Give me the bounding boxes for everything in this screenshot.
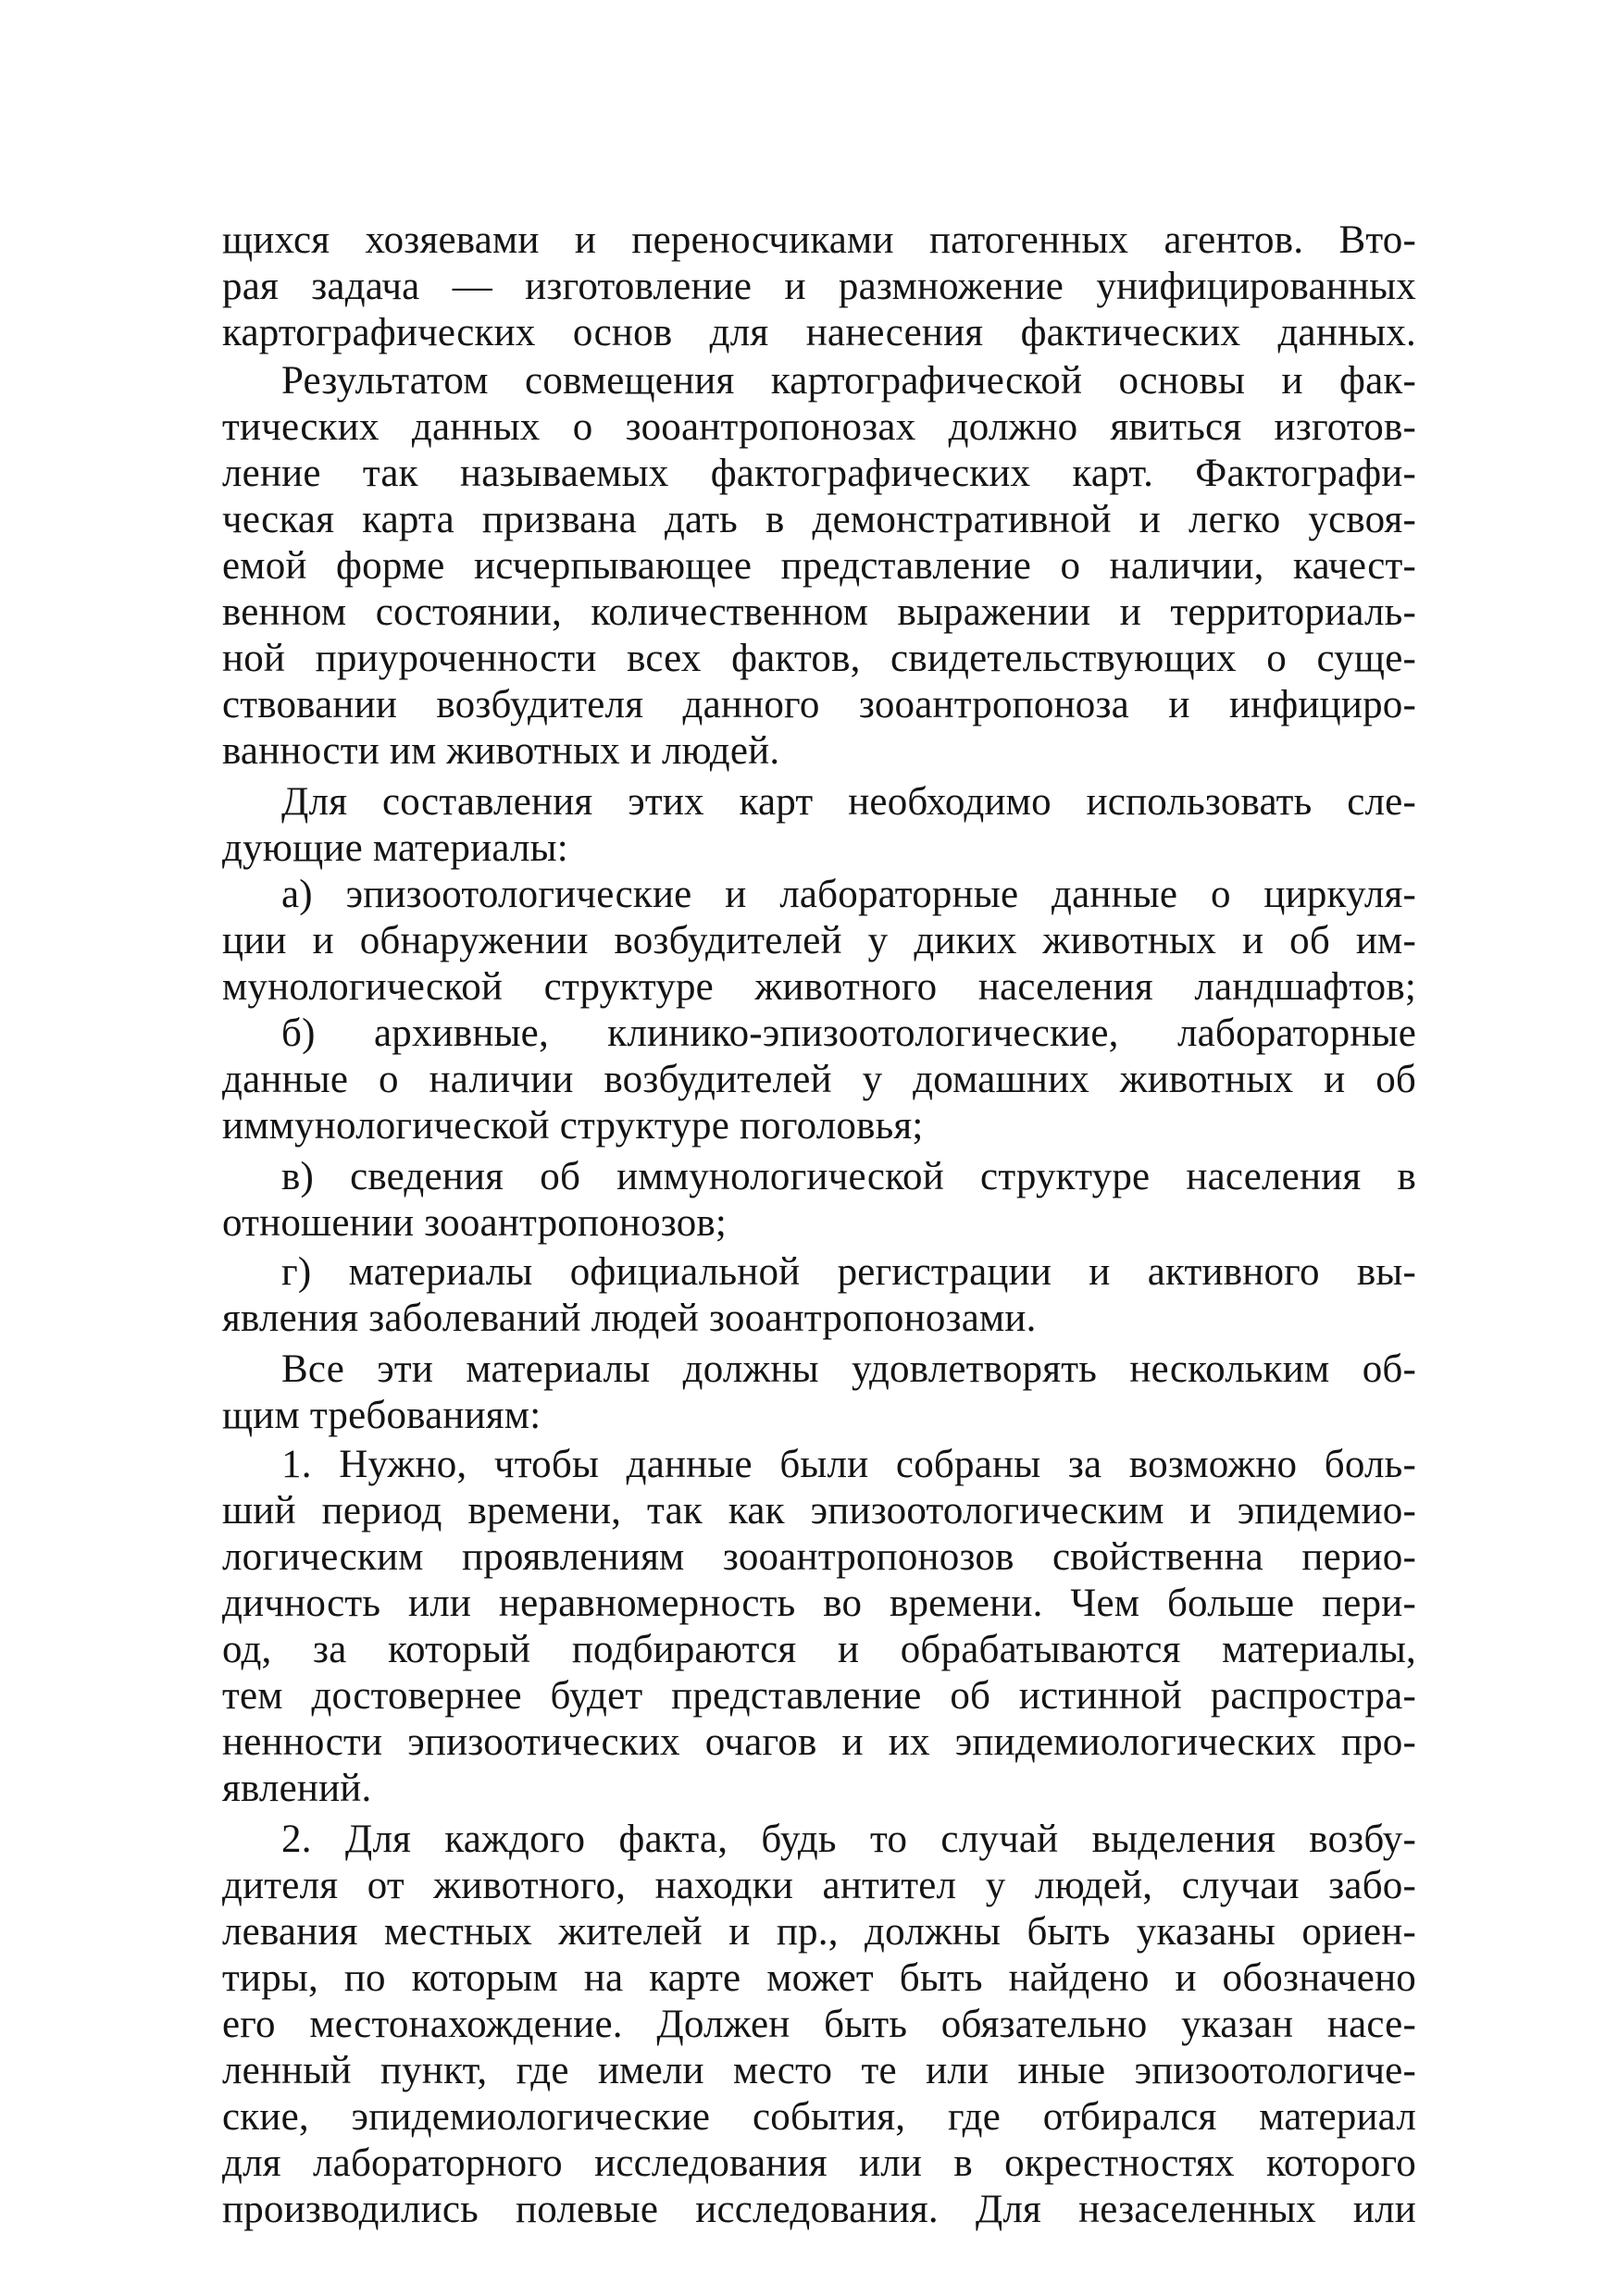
text-line: ские, эпидемиологические события, где отбирался материал (222, 2095, 1416, 2139)
text-line: ванности им животных и людей. (222, 729, 780, 773)
text-line: явления заболеваний людей зооантропонозами. (222, 1297, 1037, 1340)
text-line: ствовании возбудителя данного зооантропоноза и инфициро- (222, 683, 1416, 726)
text-line: левания местных жителей и пр., должны быть указаны ориен- (222, 1910, 1416, 1954)
list-item-g: г) материалы официальной регистрации и активного вы- (281, 1250, 1416, 1294)
text-line: тиры, по которым на карте может быть найдено и обозначено (222, 1956, 1416, 2000)
text-line: ший период времени, так как эпизоотологическим и эпидемио- (222, 1489, 1416, 1533)
text-line: явлений. (222, 1767, 372, 1810)
text-line: мунологической структуре животного населения ландшафтов; (222, 965, 1416, 1009)
text-line: ненности эпизоотических очагов и их эпидемиологических про- (222, 1720, 1416, 1764)
text-line: рая задача — изготовление и размножение унифицированных (222, 265, 1416, 308)
paragraph-first-line: Все эти материалы должны удовлетворять нескольким об- (281, 1347, 1416, 1391)
text-line: емой форме исчерпывающее представление о наличии, качест- (222, 544, 1416, 588)
text-line: иммунологической структуре поголовья; (222, 1104, 924, 1148)
text-line: дующие материалы: (222, 826, 568, 870)
text-line: данные о наличии возбудителей у домашних животных и об (222, 1058, 1416, 1101)
list-item-a: а) эпизоотологические и лабораторные данные о циркуля- (281, 873, 1416, 916)
text-line: тем достовернее будет представление об истинной распростра- (222, 1674, 1416, 1718)
requirement-1: 1. Нужно, чтобы данные были собраны за возможно боль- (281, 1443, 1416, 1486)
text-line: дителя от животного, находки антител у людей, случаи забо- (222, 1864, 1416, 1907)
text-line: тических данных о зооантропонозах должно явиться изготов- (222, 405, 1416, 449)
text-line: ции и обнаружении возбудителей у диких животных и об им- (222, 919, 1416, 962)
paragraph-first-line: Для составления этих карт необходимо использовать сле- (281, 780, 1416, 824)
text-line: ной приуроченности всех фактов, свидетельствующих о суще- (222, 637, 1416, 680)
text-line: производились полевые исследования. Для незаселенных или (222, 2188, 1416, 2231)
text-line: щихся хозяевами и переносчиками патогенных агентов. Вто- (222, 218, 1416, 262)
text-line: дичность или неравномерность во времени. Чем больше пери- (222, 1582, 1416, 1625)
text-line: од, за который подбираются и обрабатываются материалы, (222, 1628, 1416, 1671)
list-item-v: в) сведения об иммунологической структуре населения в (281, 1155, 1416, 1198)
text-line: ление так называемых фактографических карт. Фактографи- (222, 452, 1416, 495)
paragraph-first-line: Результатом совмещения картографической основы и фак- (281, 359, 1416, 403)
text-line: щим требованиям: (222, 1394, 541, 1437)
text-line: логическим проявлениям зооантропонозов свойственна перио- (222, 1535, 1416, 1579)
text-line: ленный пункт, где имели место те или иные эпизоотологиче- (222, 2049, 1416, 2092)
text-line: картографических основ для нанесения фактических данных. (222, 311, 1416, 354)
text-line: ческая карта призвана дать в демонстративной и легко усвоя- (222, 498, 1416, 541)
text-line: для лабораторного исследования или в окрестностях которого (222, 2141, 1416, 2185)
text-line: отношении зооантропонозов; (222, 1201, 728, 1245)
list-item-b: б) архивные, клинико-эпизоотологические, лабораторные (281, 1011, 1416, 1055)
text-line: венном состоянии, количественном выражении и территориаль- (222, 590, 1416, 634)
text-line: его местонахождение. Должен быть обязательно указан насе- (222, 2003, 1416, 2046)
requirement-2: 2. Для каждого факта, будь то случай выделения возбу- (281, 1818, 1416, 1861)
